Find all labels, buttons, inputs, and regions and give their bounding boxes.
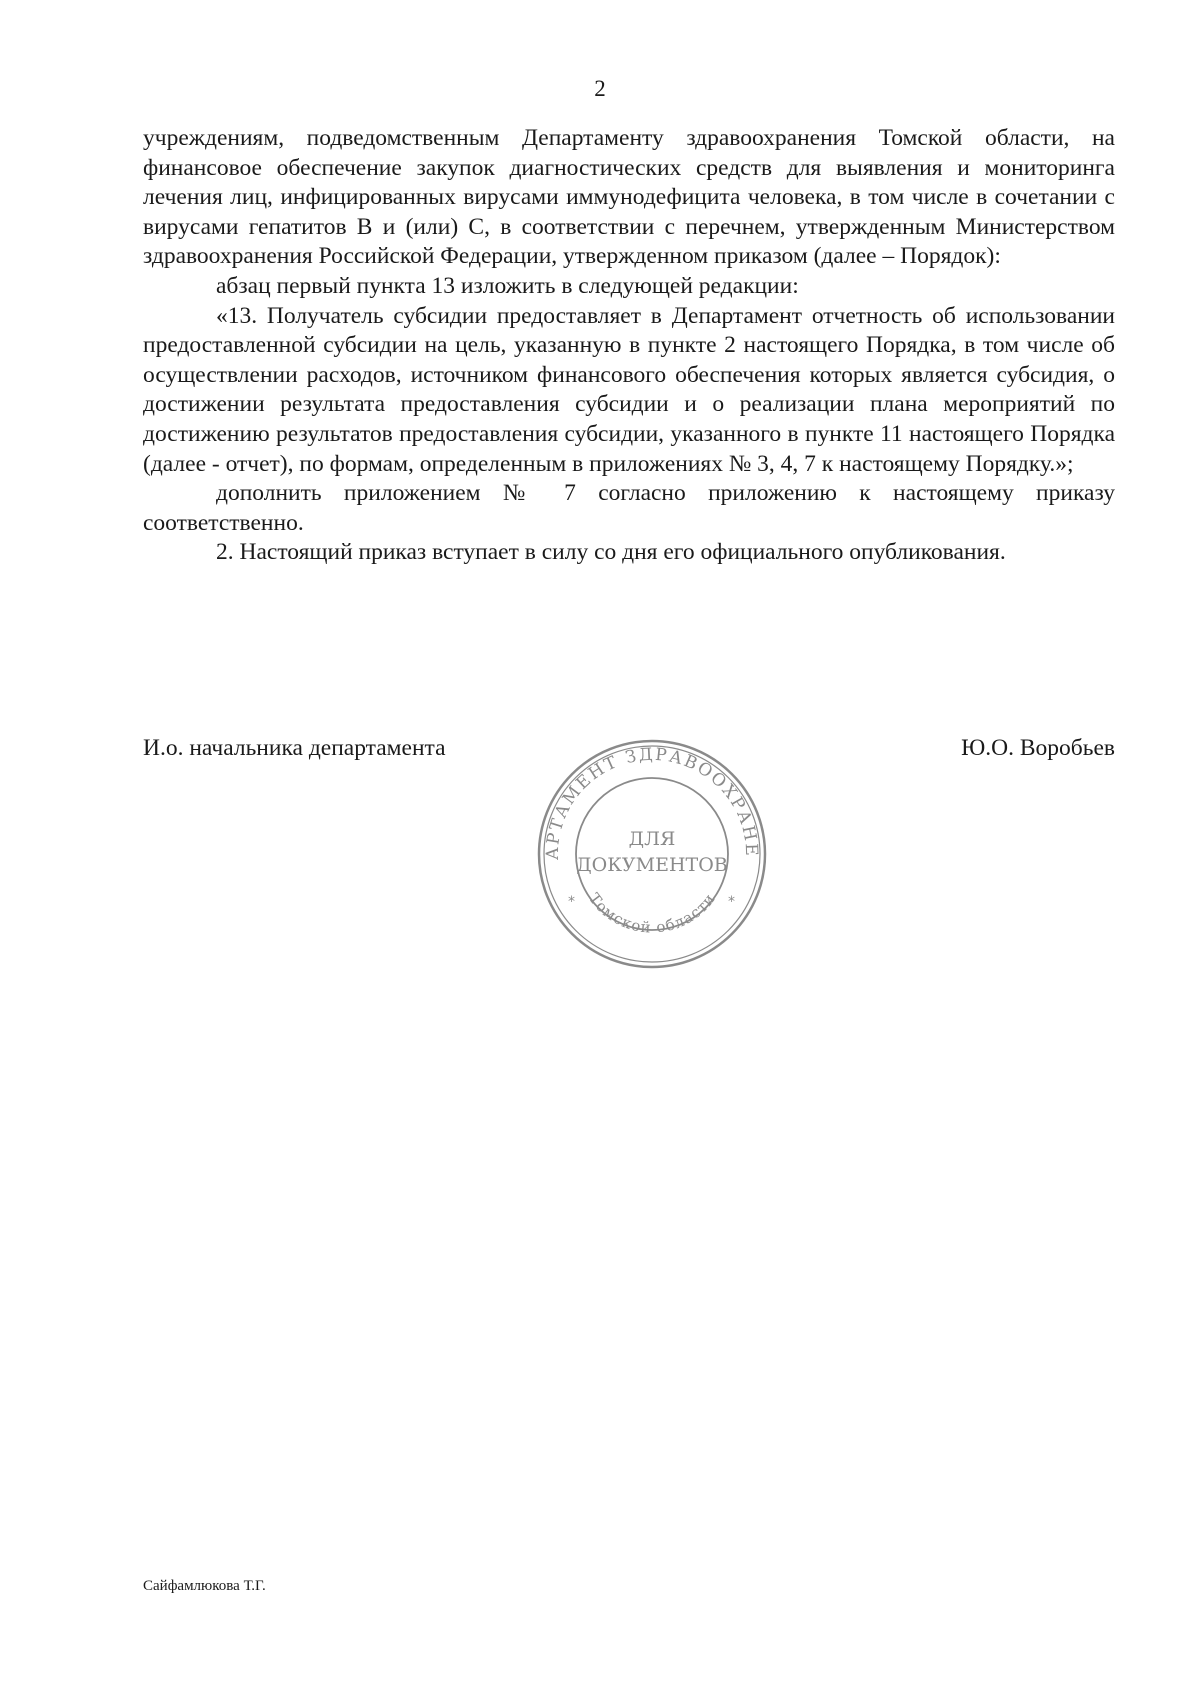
stamp-center-line-1: ДЛЯ: [628, 828, 676, 850]
stamp-seal-icon: [520, 738, 784, 970]
document-body: [143, 124, 1115, 568]
paragraph-continuation: учреждениям, подведомственным Департаменту здравоохранения Томской области, на финансовое обеспечение закупок диагностических средств для выявления и мониторинга лечения лиц, инфицированных вирусами иммунодефицита человека, в том числе в сочетании с вирусами гепатитов B и (или) C, в соответствии с перечнем, утвержденным Министерством здравоохранения Российской Федерации, утвержденном приказом (далее – Порядок):: [143, 125, 1115, 270]
signatory-title: И.о. начальника департамента: [143, 735, 446, 761]
page-number: 2: [594, 76, 606, 101]
stamp-outer-text: АРТАМЕНТ ЗДРАВООХРАНЕ: [542, 744, 762, 861]
official-stamp: [520, 738, 784, 970]
executor-name: Сайфамлюкова Т.Г.: [143, 1578, 266, 1594]
stamp-center-line-2: ДОКУМЕНТОВ: [576, 854, 728, 876]
paragraph-item-13: «13. Получатель субсидии предоставляет в Департамент отчетность об использовании предоставленной субсидии на цель, указанную в пункте 2 настоящего Порядка, в том числе об осуществлении расходов, источником финансового обеспечения которых является субсидия, о достижении результата предоставления субсидии и о реализации плана мероприятий по достижению результатов предоставления субсидии, указанного в пункте 11 настоящего Порядка (далее - отчет), по формам, определенным в приложениях № 3, 4, 7 к настоящему Порядку.»;: [143, 302, 1115, 477]
stamp-star-left-icon: *: [568, 894, 575, 910]
paragraph-amendment-intro: абзац первый пункта 13 изложить в следующей редакции:: [216, 272, 799, 299]
paragraph-appendix: дополнить приложением № 7 согласно приложению к настоящему приказу соответственно.: [143, 480, 1115, 536]
stamp-bottom-text: Томской области: [585, 889, 719, 937]
paragraph-effective-date: 2. Настоящий приказ вступает в силу со дня его официального опубликования.: [216, 539, 1006, 566]
stamp-star-right-icon: *: [728, 894, 735, 910]
signatory-name: Ю.О. Воробьев: [961, 735, 1115, 761]
